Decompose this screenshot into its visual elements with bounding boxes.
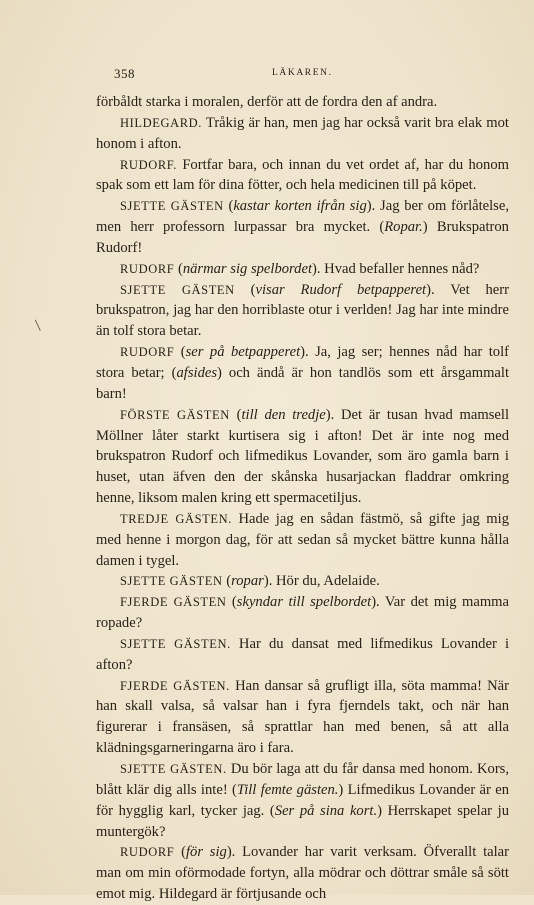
paragraph: SJETTE GÄSTEN. Du bör laga att du får dansa med honom. Kors, blått klär dig alls inte! (Till femte gästen.) Lifmedikus Lovander är en för hygglig karl, tycker jag. (Ser på sina kort.) Herrskapet spelar ju muntergök? — [96, 761, 510, 840]
speaker-name: FÖRSTE GÄSTEN — [120, 407, 230, 422]
paragraph: SJETTE GÄSTEN. Har du dansat med lifmedikus Lovander i afton? — [96, 635, 509, 673]
stage-direction: till den tredje — [241, 406, 326, 423]
paragraph: HILDEGARD. Tråkig är han, men jag har också varit bra elak mot honom i afton. — [96, 114, 509, 152]
speaker-name: RUDORF — [120, 345, 175, 360]
paragraph: RUDORF. Fortfar bara, och innan du vet ordet af, har du honom spak som ett lam för dina fötter, och hela medicinen till på köpet. — [96, 156, 509, 194]
stage-direction: afsides — [176, 364, 218, 381]
stage-direction: ropar — [231, 573, 264, 590]
speaker-name: TREDJE GÄSTEN. — [120, 511, 232, 526]
running-title: LÄKAREN. — [272, 68, 333, 78]
speaker-name: FJERDE GÄSTEN. — [120, 678, 230, 693]
speaker-name: RUDORF. — [120, 157, 178, 172]
paragraph: SJETTE GÄSTEN (visar Rudorf betpapperet). Vet herr brukspatron, jag har den horriblaste otur i verlden! Jag har inte mindre än tolf stora betar. — [96, 281, 509, 340]
paragraph: FJERDE GÄSTEN. Han dansar så grufligt illa, söta mamma! När han skall valsa, så valsar han i fyra fjerndels takt, och när han figurerar i fransäsen, så sprattlar han med benen, så att alla klädningsgarneringarna äro i fara. — [96, 677, 509, 757]
paragraph: RUDORF (ser på betpapperet). Ja, jag ser; hennes nåd har tolf stora betar; (afsides) och ändå är hon tandlös som ett årsgammalt barn! — [96, 344, 510, 402]
paragraph: RUDORF (närmar sig spelbordet). Hvad befaller hennes nåd? — [120, 260, 480, 277]
paragraph: FJERDE GÄSTEN (skyndar till spelbordet). Var det mig mamma ropade? — [96, 594, 510, 632]
speaker-name: SJETTE GÄSTEN. — [120, 636, 231, 651]
stage-direction: skyndar till spelbordet — [236, 594, 372, 611]
speaker-name: HILDEGARD. — [120, 115, 203, 130]
stage-direction: visar Rudorf betpapperet — [255, 281, 427, 298]
speaker-name: RUDORF — [120, 261, 175, 276]
speaker-name: SJETTE GÄSTEN. — [120, 762, 227, 776]
stage-direction: Ropar. — [384, 219, 423, 236]
speaker-name: RUDORF — [120, 845, 175, 860]
stage-direction: för sig — [185, 844, 227, 861]
speaker-name: FJERDE GÄSTEN — [120, 595, 227, 610]
speaker-name: SJETTE GÄSTEN — [120, 574, 223, 589]
paragraph: RUDORF (för sig). Lovander har varit verksam. Öfverallt talar man om min oförmodade fortyn, alla mödrar och döttrar småle så sött emot mig. Hildegard är förtjusande och — [96, 844, 509, 903]
speaker-name: SJETTE GÄSTEN — [120, 199, 224, 214]
margin-mark — [35, 317, 46, 331]
page-number: 358 — [114, 66, 135, 81]
stage-direction: kastar korten ifrån sig — [233, 198, 367, 215]
paragraph: SJETTE GÄSTEN (kastar korten ifrån sig). Jag ber om förlåtelse, men herr professorn lurpassar bra mycket. (Ropar.) Brukspatron Rudorf! — [96, 198, 509, 256]
speaker-name: SJETTE GÄSTEN — [120, 282, 235, 297]
paragraph: TREDJE GÄSTEN. Hade jag en sådan fästmö, så gifte jag mig med henne i morgon dag, för att sedan så mycket bättre kunna hålla damen i tygel. — [96, 510, 510, 569]
page-header — [102, 62, 482, 82]
body-text — [96, 92, 509, 905]
stage-direction: Ser på sina kort. — [274, 802, 378, 819]
stage-direction: Till femte gästen. — [236, 781, 339, 798]
paragraph: förbåldt starka i moralen, derför att de fordra den af andra. — [96, 94, 438, 110]
paragraph: FÖRSTE GÄSTEN (till den tredje). Det är tusan hvad mamsell Möllner låter starkt kurtisera sig i afton! Det är inte nog med brukspatron Rudorf och lifmedikus Lovander, som äro gamla barn i huset, utan äfven den der skånska husarjackan fladdrar omkring henne, liksom malen kring ett spermacetiljus. — [96, 406, 510, 507]
stage-direction: närmar sig spelbordet — [182, 260, 313, 277]
paragraph: SJETTE GÄSTEN (ropar). Hör du, Adelaide. — [120, 573, 380, 590]
stage-direction: ser på betpapperet — [185, 344, 301, 361]
